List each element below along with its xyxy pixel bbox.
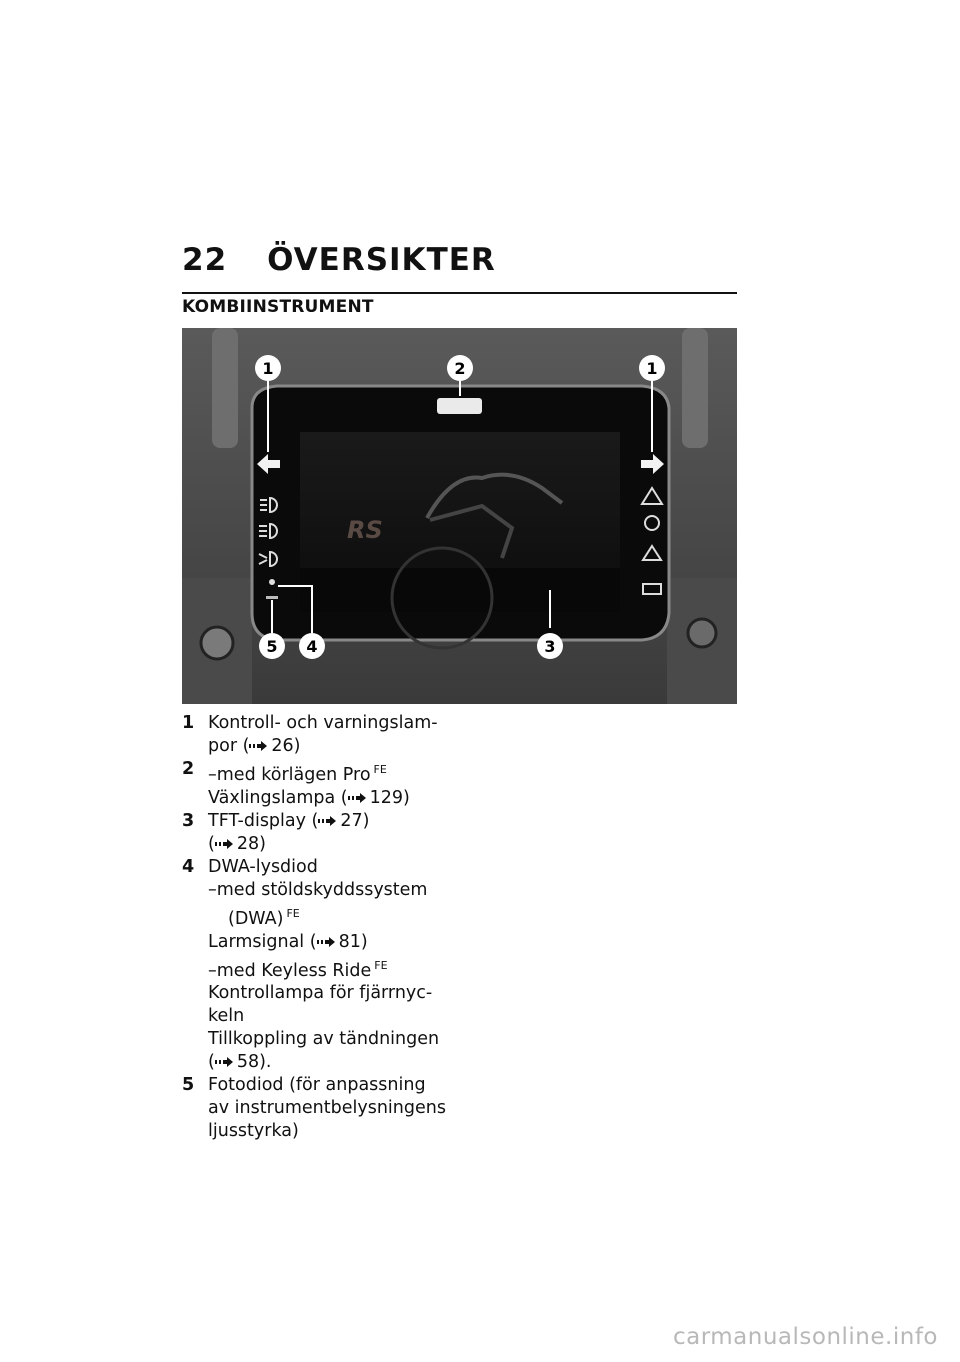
legend-number: 5: [182, 1075, 195, 1096]
left-knob: [201, 627, 233, 659]
svg-text:5: 5: [266, 637, 278, 656]
legend-line-text: (: [208, 833, 215, 854]
legend-item: [182, 758, 447, 810]
legend-line-text: –med stöldskyddssystem: [208, 879, 428, 900]
legend-line-text: (: [208, 1052, 215, 1073]
shift-lamp: [437, 398, 482, 414]
svg-text:2: 2: [454, 359, 466, 378]
legend-line-text: Kontrollampa för fjärrnyc-: [208, 983, 433, 1004]
legend-number: 2: [182, 759, 195, 779]
legend-line-text: por (: [208, 736, 250, 756]
page-reference[interactable]: 28): [236, 833, 266, 854]
page-header: [182, 242, 737, 278]
legend-number: 3: [182, 810, 195, 831]
page-ref-arrow-icon: [317, 937, 335, 947]
rs-badge: RS: [347, 516, 383, 544]
legend-line-text: Växlingslampa (: [208, 787, 348, 808]
legend-text: [208, 712, 447, 758]
left-stalk: [212, 328, 238, 448]
page-ref-arrow-icon: [249, 741, 267, 751]
legend-line: [208, 833, 447, 856]
legend-line: [208, 712, 447, 735]
page-reference[interactable]: 81): [338, 931, 368, 952]
page-reference[interactable]: 129): [369, 787, 410, 808]
legend-line-text: DWA-lysdiod: [208, 856, 318, 877]
callout-1-right: [639, 355, 665, 381]
legend-line: [208, 902, 447, 931]
legend-line: [208, 1051, 447, 1074]
legend-line: [208, 856, 447, 879]
legend-line: [208, 1028, 447, 1051]
legend-number: 4: [182, 856, 195, 877]
legend-item: [182, 1074, 447, 1143]
legend-list: [182, 712, 447, 1143]
legend-line-text: (DWA): [228, 908, 284, 929]
svg-text:4: 4: [306, 637, 318, 656]
callout-1-left: [255, 355, 281, 381]
optional-equipment-marker: FE: [286, 906, 300, 920]
header-rule: [182, 292, 737, 294]
legend-line-text: Larmsignal (: [208, 931, 317, 952]
legend-line: [208, 954, 447, 983]
tft-lower-band: [300, 568, 620, 612]
legend-line-text: keln: [208, 1006, 245, 1027]
legend-line: [208, 1120, 447, 1143]
legend-line: [208, 1074, 447, 1097]
legend-line: [208, 982, 447, 1005]
page-ref-arrow-icon: [215, 1057, 233, 1067]
legend-line: [208, 1005, 447, 1028]
legend-line-text: Tillkoppling av tändningen: [208, 1029, 440, 1050]
callout-5: [259, 633, 285, 659]
svg-text:3: 3: [544, 637, 556, 656]
legend-text: [208, 758, 447, 810]
page-title: [182, 242, 737, 278]
optional-equipment-marker: FE: [374, 958, 388, 972]
page-reference[interactable]: 58).: [236, 1052, 272, 1073]
chapter-title: ÖVERSIKTER: [267, 242, 496, 278]
optional-equipment-marker: FE: [373, 763, 387, 776]
photodiode: [266, 596, 278, 599]
callout-3: [537, 633, 563, 659]
legend-line-text: Kontroll- och varningslam-: [208, 713, 438, 733]
page-reference[interactable]: 27): [340, 810, 370, 831]
legend-line: [208, 735, 447, 758]
legend-item: [182, 856, 447, 1075]
legend-line: [208, 879, 447, 902]
legend-item: [182, 712, 447, 758]
legend-line: [208, 931, 447, 954]
legend-line-text: av instrumentbelysningens: [208, 1098, 446, 1119]
callout-4: [299, 633, 325, 659]
instrument-cluster-illustration: [182, 328, 737, 704]
legend-line-text: TFT-display (: [208, 810, 319, 831]
legend-number: 1: [182, 713, 195, 733]
legend-line: [208, 810, 447, 833]
page-ref-arrow-icon: [215, 839, 233, 849]
legend-line: [208, 758, 447, 787]
callout-2: [447, 355, 473, 381]
page-ref-arrow-icon: [348, 793, 366, 803]
page-reference[interactable]: 26): [271, 736, 301, 756]
legend-text: [208, 1074, 447, 1143]
page-number: 22: [182, 242, 228, 278]
watermark: carmanualsonline.info: [672, 1324, 938, 1350]
legend-item: [182, 810, 447, 856]
right-knob: [688, 619, 716, 647]
legend-line-text: Fotodiod (för anpassning: [208, 1075, 426, 1096]
legend-text: [208, 856, 447, 1075]
legend-text: [208, 810, 447, 856]
legend-line-text: –med Keyless Ride: [208, 960, 372, 981]
legend-line: [208, 787, 447, 810]
dwa-led: [269, 579, 275, 585]
page-ref-arrow-icon: [318, 816, 336, 826]
legend-line: [208, 1097, 447, 1120]
legend-line-text: –med körlägen Pro: [208, 764, 371, 785]
legend-line-text: ljusstyrka): [208, 1121, 299, 1142]
right-stalk: [682, 328, 708, 448]
instrument-cluster-photo: [182, 328, 737, 704]
section-title: KOMBIINSTRUMENT: [182, 297, 374, 317]
svg-text:1: 1: [646, 359, 658, 378]
svg-text:1: 1: [262, 359, 274, 378]
